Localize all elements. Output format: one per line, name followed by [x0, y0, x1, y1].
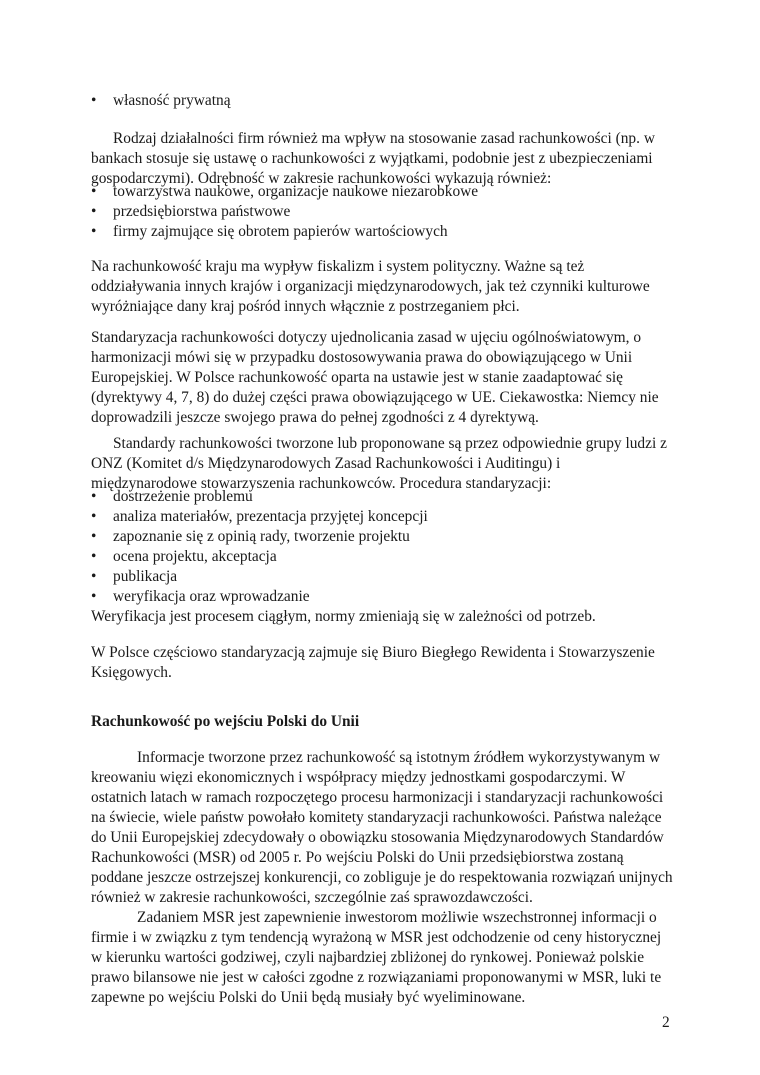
list-item-text: publikacja	[113, 568, 178, 585]
text-line: kreowaniu więzi ekonomicznych i współpracy między jednostkami gospodarczymi. W	[91, 769, 626, 786]
list-item-text: przedsiębiorstwa państwowe	[113, 203, 291, 220]
section-heading	[91, 712, 691, 732]
text-line: prawo bilansowe nie jest w całości zgodne z rozwiązaniami proponowanymi w MSR, luki te	[91, 969, 662, 986]
bullet-icon: •	[91, 183, 97, 200]
bullet-icon: •	[91, 508, 97, 525]
text-line: Na rachunkowość kraju ma wypływ fiskalizm i system polityczny. Ważne są też	[91, 258, 585, 275]
text-line: Księgowych.	[91, 664, 172, 681]
paragraph	[91, 607, 691, 627]
paragraph	[91, 908, 691, 1008]
list-item-text: firmy zajmujące się obrotem papierów wartościowych	[113, 223, 448, 240]
bullet-icon: •	[91, 223, 97, 240]
bullet-icon: •	[91, 548, 97, 565]
text-line: do Unii Europejskiej zdecydowały o obowiązku stosowania Międzynarodowych Standardów	[91, 829, 664, 846]
list-item-text: weryfikacja oraz wprowadzanie	[113, 588, 310, 605]
list-item	[91, 91, 691, 111]
paragraph	[91, 257, 691, 317]
text-line: Standardy rachunkowości tworzone lub proponowane są przez odpowiednie grupy ludzi z	[113, 435, 667, 452]
text-line: w kierunku wartości godziwej, czyli najbardziej zbliżonej do rynkowej. Ponieważ polskie	[91, 949, 645, 966]
bullet-list	[91, 487, 691, 607]
text-line: Informacje tworzone przez rachunkowość są istotnym źródłem wykorzystywanym w	[137, 749, 661, 766]
list-item-text: towarzystwa naukowe, organizacje naukowe niezarobkowe	[113, 183, 479, 200]
list-item-text: analiza materiałów, prezentacja przyjętej koncepcji	[113, 508, 428, 525]
list-item	[91, 487, 691, 507]
text-line: bankach stosuje się ustawę o rachunkowości z wyjątkami, podobnie jest z ubezpieczeniami	[91, 150, 653, 167]
list-item	[91, 507, 691, 527]
text-line: gospodarczymi). Odrębność w zakresie rachunkowości wykazują również:	[91, 170, 552, 187]
text-line: zapewne po wejściu Polski do Unii będą musiały być wyeliminowane.	[91, 989, 526, 1006]
bullet-icon: •	[91, 203, 97, 220]
list-item	[91, 547, 691, 567]
text-line: Rachunkowości (MSR) od 2005 r. Po wejściu Polski do Unii przedsiębiorstwa zostaną	[91, 849, 624, 866]
bullet-icon: •	[91, 568, 97, 585]
text-line: Rodzaj działalności firm również ma wpływ na stosowanie zasad rachunkowości (np. w	[113, 130, 655, 147]
paragraph	[91, 748, 691, 908]
list-item	[91, 202, 691, 222]
bullet-list	[91, 182, 691, 242]
bullet-icon: •	[91, 528, 97, 545]
text-line: Standaryzacja rachunkowości dotyczy ujednolicania zasad w ujęciu ogólnoświatowym, o	[91, 329, 642, 346]
text-line: doprowadzili jeszcze swojego prawa do pełnej zgodności z 4 dyrektywą.	[91, 409, 539, 426]
list-item	[91, 587, 691, 607]
text-line: wyróżniające dany kraj pośród innych włącznie z postrzeganiem płci.	[91, 298, 520, 315]
text-line: firmie i w związku z tym tendencją wyrażoną w MSR jest odchodzenie od ceny historycznej	[91, 929, 662, 946]
text-line: Europejskiej. W Polsce rachunkowość oparta na ustawie jest w stanie zaadaptować się	[91, 369, 623, 386]
bullet-icon: •	[91, 588, 97, 605]
list-item-text: ocena projektu, akceptacja	[113, 548, 277, 565]
text-line: harmonizacji mówi się w przypadku dostosowywania prawa do obowiązującego w Unii	[91, 349, 633, 366]
text-line: również w zakresie rachunkowości, szczególnie zaś sprawozdawczości.	[91, 889, 533, 906]
list-item-text: zapoznanie się z opinią rady, tworzenie projektu	[113, 528, 410, 545]
text-line: ostatnich latach w ramach rozpoczętego procesu harmonizacji i standaryzacji rachunkowości	[91, 789, 664, 806]
paragraph	[91, 328, 691, 428]
paragraph	[91, 643, 691, 683]
list-item	[91, 527, 691, 547]
list-item	[91, 222, 691, 242]
list-item	[91, 182, 691, 202]
bullet-icon: •	[91, 488, 97, 505]
text-line: międzynarodowe stowarzyszenia rachunkowców. Procedura standaryzacji:	[91, 475, 552, 492]
text-line: ONZ (Komitet d/s Międzynarodowych Zasad Rachunkowości i Auditingu) i	[91, 455, 561, 472]
text-line: Weryfikacja jest procesem ciągłym, normy zmieniają się w zależności od potrzeb.	[91, 608, 596, 625]
paragraph	[91, 434, 691, 494]
text-line: Zadaniem MSR jest zapewnienie inwestorom możliwie wszechstronnej informacji o	[137, 909, 657, 926]
bullet-icon: •	[91, 92, 97, 109]
text-line: na świecie, wiele państw powołało komitety standaryzacji rachunkowości. Państwa należące	[91, 809, 662, 826]
text-line: W Polsce częściowo standaryzacją zajmuje się Biuro Biegłego Rewidenta i Stowarzyszenie	[91, 644, 655, 661]
list-item	[91, 567, 691, 587]
text-line: poddane jeszcze ostrzejszej konkurencji, co zobliguje je do respektowania rozwiązań unijnych	[91, 869, 673, 886]
paragraph	[91, 129, 691, 189]
list-item-text: własność prywatną	[113, 92, 231, 109]
bullet-list	[91, 91, 691, 111]
list-item-text: dostrzeżenie problemu	[113, 488, 253, 505]
text-line: Rachunkowość po wejściu Polski do Unii	[91, 713, 360, 730]
page-number: 2	[662, 1014, 670, 1031]
text-line: (dyrektywy 4, 7, 8) do dużej części prawa obowiązującego w UE. Ciekawostka: Niemcy nie	[91, 389, 659, 406]
text-line: oddziaływania innych krajów i organizacji międzynarodowych, jak też czynniki kulturowe	[91, 278, 650, 295]
